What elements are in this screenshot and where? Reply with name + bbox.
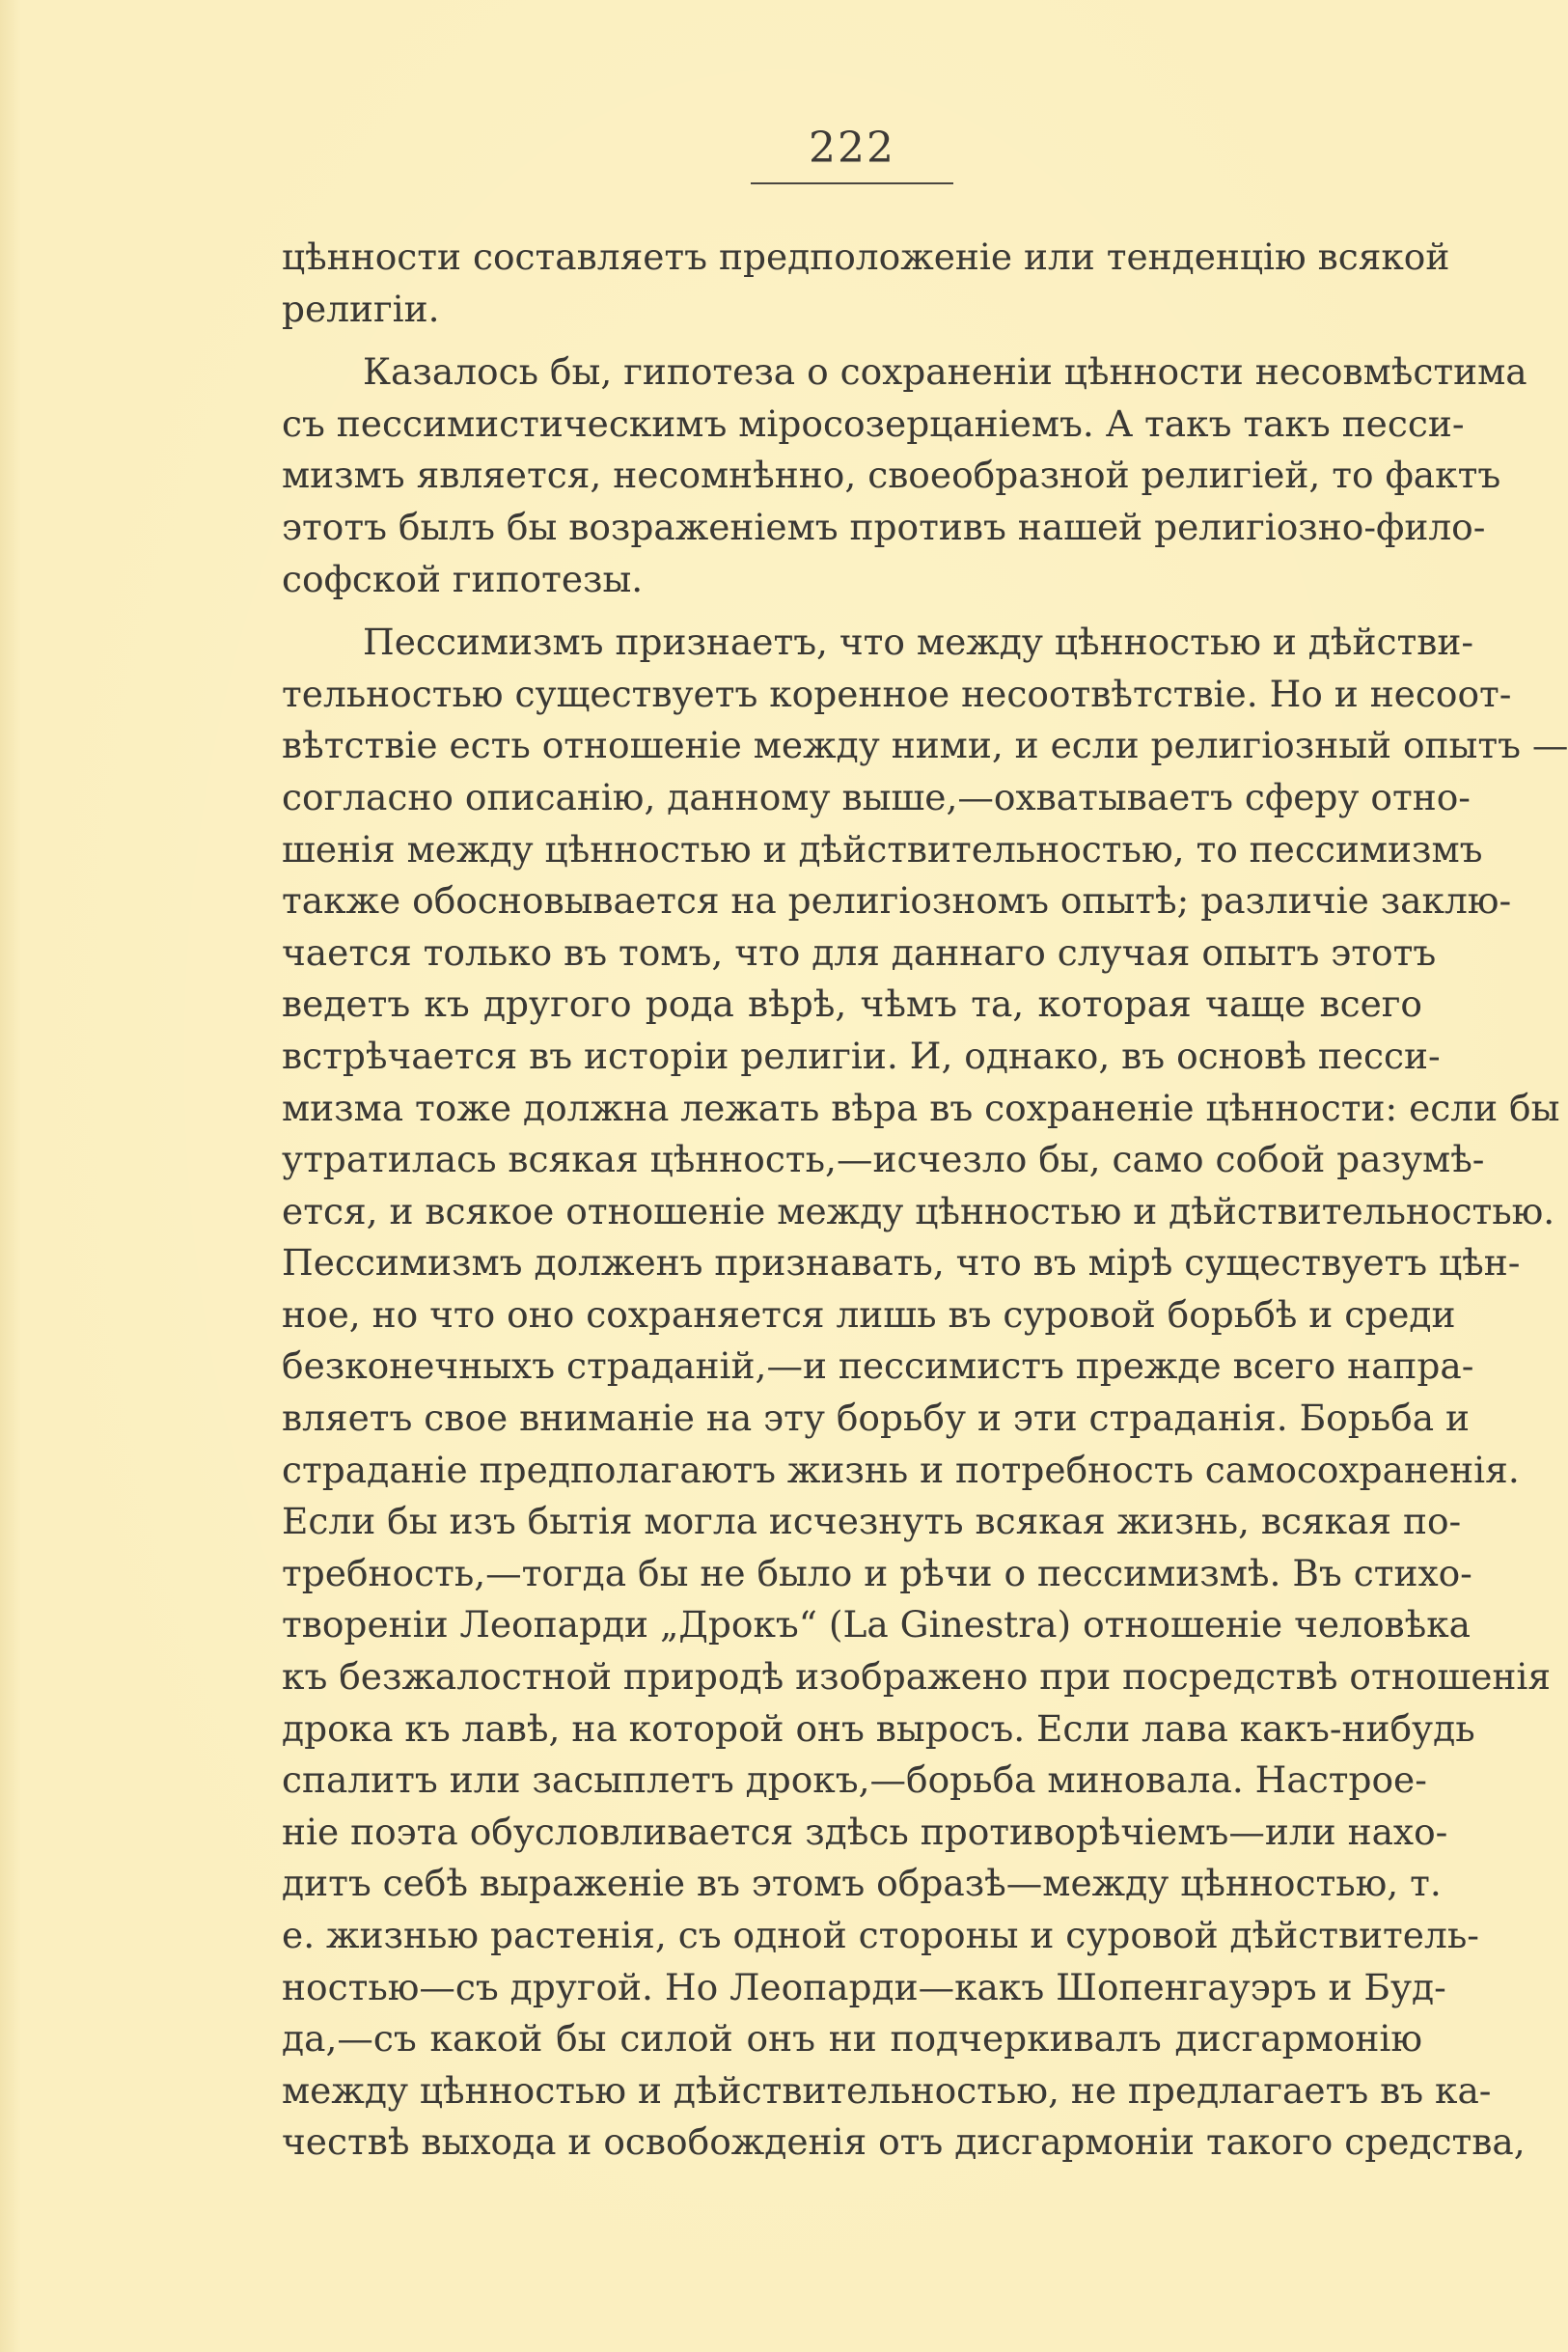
- text-line: мизмъ является, несомнѣнно, своеобразной религіей, то фактъ: [282, 454, 1501, 497]
- text-line: ется, и всякое отношеніе между цѣнностью и дѣйствительностью.: [282, 1189, 1555, 1232]
- text-line: дитъ себѣ выраженіе въ этомъ образѣ—между цѣнностью, т.: [282, 1862, 1442, 1905]
- text-line: этотъ былъ бы возраженіемъ противъ нашей религіозно-фило-: [282, 505, 1486, 548]
- text-line: спалитъ или засыплетъ дрокъ,—борьба миновала. Настрое-: [282, 1758, 1427, 1802]
- text-line: чается только въ томъ, что для даннаго случая опытъ этотъ: [282, 930, 1437, 974]
- text-line: софской гипотезы.: [282, 557, 644, 600]
- text-line: да,—съ какой бы силой онъ ни подчеркивалъ дисгармонію: [282, 2017, 1422, 2061]
- text-line: ведетъ къ другого рода вѣрѣ, чѣмъ та, которая чаще всего: [282, 982, 1422, 1026]
- text-line: съ пессимистическимъ міросозерцаніемъ. А такъ такъ песси-: [282, 401, 1465, 445]
- text-line: между цѣнностью и дѣйствительностью, не предлагаетъ въ ка-: [282, 2068, 1492, 2112]
- text-line: ніе поэта обусловливается здѣсь противорѣчіемъ—или нахо-: [282, 1810, 1448, 1853]
- text-line: ностью—съ другой. Но Леопарди—какъ Шопенгауэръ и Буд-: [282, 1965, 1446, 2008]
- page-number-rule: [751, 182, 953, 184]
- text-line: религіи.: [282, 287, 440, 330]
- text-line: утратилась всякая цѣнность,—исчезло бы, само собой разумѣ-: [282, 1138, 1485, 1181]
- text-line: вляетъ свое вниманіе на эту борьбу и эти страданія. Борьба и: [282, 1397, 1470, 1440]
- text-line: согласно описанію, данному выше,—охватываетъ сферу отно-: [282, 775, 1471, 818]
- text-line: Пессимизмъ признаетъ, что между цѣнностью и дѣйстви-: [363, 621, 1474, 664]
- text-line: твореніи Леопарди „Дрокъ“ (La Ginestra) отношеніе человѣка: [282, 1603, 1472, 1646]
- text-line: страданіе предполагаютъ жизнь и потребность самосохраненія.: [282, 1448, 1520, 1491]
- text-line: Если бы изъ бытія могла исчезнуть всякая жизнь, всякая по-: [282, 1500, 1462, 1543]
- text-line: тельностью существуетъ коренное несоотвѣтствіе. Но и несоот-: [282, 672, 1512, 715]
- text-line: встрѣчается въ исторіи религіи. И, однако, въ основѣ песси-: [282, 1034, 1441, 1077]
- text-line: шенія между цѣнностью и дѣйствительностью, то пессимизмъ: [282, 827, 1483, 871]
- text-line: безконечныхъ страданій,—и пессимистъ прежде всего напра-: [282, 1344, 1474, 1388]
- body-text: [282, 232, 1568, 2169]
- text-line: дрока къ лавѣ, на которой онъ выросъ. Если лава какъ-нибудь: [282, 1706, 1475, 1750]
- text-line: къ безжалостной природѣ изображено при посредствѣ отношенія: [282, 1655, 1552, 1699]
- text-line: вѣтствіе есть отношеніе между ними, и если религіозный опытъ —: [282, 724, 1568, 767]
- text-line: чествѣ выхода и освобожденія отъ дисгармоніи такого средства,: [282, 2120, 1526, 2164]
- text-line: ное, но что оно сохраняется лишь въ суровой борьбѣ и среди: [282, 1292, 1456, 1336]
- text-line: Казалось бы, гипотеза о сохраненіи цѣнности несовмѣстима: [363, 350, 1527, 394]
- page-number: 222: [809, 124, 895, 173]
- text-line: е. жизнью растенія, съ одной стороны и суровой дѣйствитель-: [282, 1914, 1479, 1956]
- text-line: требность,—тогда бы не было и рѣчи о пессимизмѣ. Въ стихо-: [282, 1551, 1472, 1594]
- text-line: мизма тоже должна лежать вѣра въ сохраненіе цѣнности: если бы: [282, 1086, 1560, 1129]
- text-line: цѣнности составляетъ предположеніе или тенденцію всякой: [282, 235, 1450, 278]
- text-line: Пессимизмъ долженъ признавать, что въ мірѣ существуетъ цѣн-: [282, 1241, 1521, 1285]
- text-line: также обосновывается на религіозномъ опытѣ; различіе заклю-: [282, 879, 1512, 923]
